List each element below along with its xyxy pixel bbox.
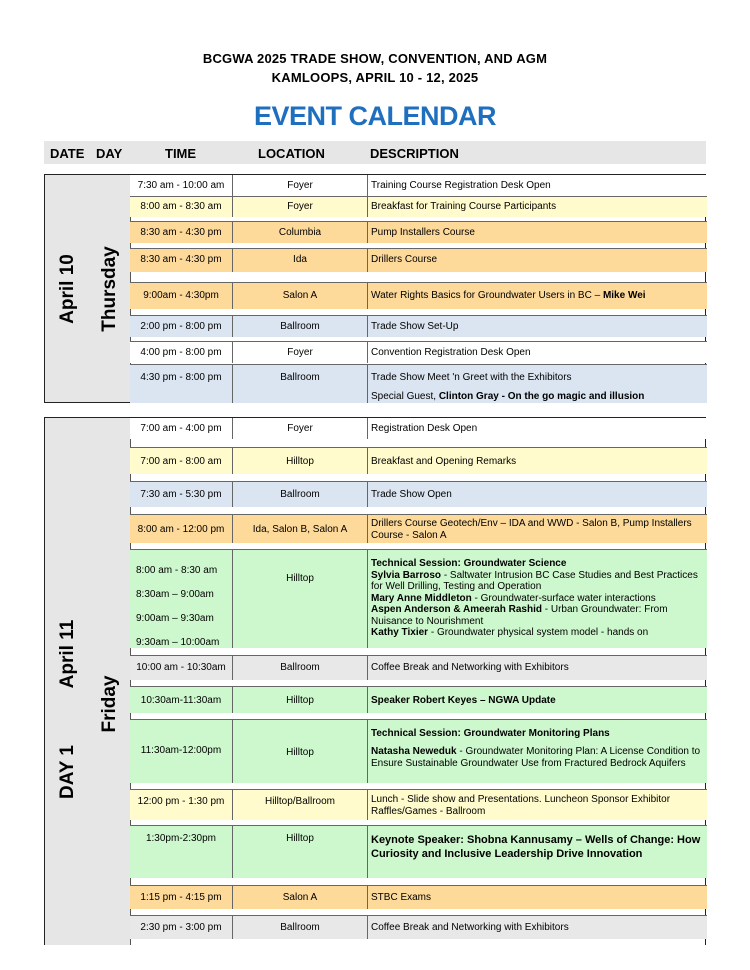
row-time: 8:30 am - 4:30 pm	[140, 227, 222, 238]
row-time: 7:00 am - 8:00 am	[140, 456, 222, 467]
row-location: Ida, Salon B, Salon A	[252, 524, 348, 535]
row-location: Foyer	[287, 347, 313, 358]
row-time: 1:30pm-2:30pm	[145, 833, 217, 844]
row-location: Salon A	[282, 290, 318, 301]
row-description: Breakfast for Training Course Participants	[371, 201, 557, 212]
date-column	[45, 418, 91, 945]
row-time: 11:30am-12:00pm	[140, 745, 222, 756]
row-description: Convention Registration Desk Open	[371, 347, 531, 358]
row-location: Ballroom	[280, 321, 320, 332]
row-description: STBC Exams	[371, 892, 432, 903]
row-description: Water Rights Basics for Groundwater Users in BC – Mike Wei	[371, 290, 646, 301]
row-time: 4:00 pm - 8:00 pm	[140, 347, 222, 358]
day-column	[90, 175, 131, 402]
schedule-row	[130, 175, 707, 196]
row-location: Hilltop	[286, 747, 314, 758]
column-header-date: DATE	[50, 146, 85, 161]
schedule-row	[130, 686, 707, 713]
row-description: Keynote Speaker: Shobna Kannusamy – Wells of Change: How Curiosity and Inclusive Leadership Drive Innovation	[371, 834, 701, 860]
row-time: 7:00 am - 4:00 pm	[140, 423, 222, 434]
schedule-row	[130, 885, 707, 909]
row-location: Hilltop	[286, 456, 314, 467]
row-location: Ballroom	[280, 662, 320, 673]
schedule-row	[130, 364, 707, 403]
row-description-guest: Special Guest, Clinton Gray - On the go magic and illusion	[371, 391, 645, 402]
row-time: 8:30 am - 4:30 pm	[140, 254, 222, 265]
row-description: Speaker Robert Keyes – NGWA Update	[371, 695, 556, 706]
row-location: Foyer	[287, 423, 313, 434]
row-time: 8:00 am - 12:00 pm	[137, 524, 225, 535]
row-location: Hilltop	[286, 695, 314, 706]
row-location: Foyer	[287, 201, 313, 212]
schedule-row	[130, 915, 707, 939]
schedule-row	[130, 719, 707, 783]
row-time: 10:30am-11:30am	[140, 695, 222, 706]
row-description: Trade Show Set-Up	[371, 321, 459, 332]
row-description: Trade Show Meet 'n Greet with the Exhibitors	[371, 372, 572, 383]
schedule-block-april-11	[44, 417, 706, 945]
column-header-location: LOCATION	[258, 146, 325, 161]
schedule-row	[130, 789, 707, 820]
event-header-line2: KAMLOOPS, APRIL 10 - 12, 2025	[271, 70, 479, 85]
row-time: 9:30am – 10:00am	[136, 637, 220, 648]
row-location: Foyer	[287, 180, 313, 191]
row-time: 9:00am - 4:30pm	[143, 290, 219, 301]
row-time: 1:15 pm - 4:15 pm	[140, 892, 222, 903]
row-description: Training Course Registration Desk Open	[371, 180, 551, 191]
column-header-time: TIME	[165, 146, 197, 161]
schedule-row	[130, 282, 707, 309]
row-time: 10:00 am - 10:30am	[136, 662, 226, 673]
schedule-row	[130, 196, 707, 217]
row-session-title: Technical Session: Groundwater Monitoring Plans	[371, 728, 610, 739]
schedule-block-april-10	[44, 174, 706, 403]
row-location: Ballroom	[280, 489, 320, 500]
event-header-line1: BCGWA 2025 TRADE SHOW, CONVENTION, AND AGM	[202, 51, 548, 66]
row-location: Salon A	[282, 892, 318, 903]
row-time: 12:00 pm - 1:30 pm	[137, 796, 225, 807]
row-time: 4:30 pm - 8:00 pm	[140, 372, 222, 383]
schedule-row	[130, 341, 707, 363]
row-location: Ballroom	[280, 372, 320, 383]
schedule-row	[130, 481, 707, 507]
row-time: 2:30 pm - 3:00 pm	[140, 922, 222, 933]
schedule-row	[130, 221, 707, 243]
row-description: Lunch - Slide show and Presentations. Luncheon Sponsor Exhibitor Raffles/Games - Ballroom	[371, 794, 671, 817]
day-column	[90, 418, 131, 945]
day-label: Friday	[99, 675, 120, 733]
row-description: Pump Installers Course	[371, 227, 475, 238]
page-title: EVENT CALENDAR	[253, 101, 496, 131]
row-description: Trade Show Open	[371, 489, 452, 500]
row-description: Technical Session: Groundwater Science Sylvia Barroso - Saltwater Intrusion BC Case Studies and Best Practices for Well Drilling, Testing and Operation Mary Anne Middleton - Groundwater-surface water interactions Aspen Anderson & Ameerah Rashid - Urban Groundwater: From Nuisance to Nourishment Kathy Tixier - Groundwater physical system model - hands on	[371, 558, 698, 638]
row-time: 7:30 am - 5:30 pm	[140, 489, 222, 500]
date-column	[45, 175, 91, 402]
column-header-description: DESCRIPTION	[370, 146, 459, 161]
row-description: Breakfast and Opening Remarks	[371, 456, 517, 467]
row-description: Drillers Course	[371, 254, 438, 265]
row-time: 8:30am – 9:00am	[136, 589, 214, 600]
row-description: Coffee Break and Networking with Exhibitors	[371, 662, 569, 673]
row-location: Hilltop/Ballroom	[264, 796, 336, 807]
schedule-row	[130, 825, 707, 878]
schedule-row	[130, 248, 707, 272]
schedule-row	[130, 514, 707, 543]
row-description: Drillers Course Geotech/Env – IDA and WWD - Salon B, Pump Installers Course - Salon A	[371, 518, 692, 541]
day-number-label: DAY 1	[57, 745, 78, 799]
column-header-bar	[44, 141, 706, 164]
schedule-row	[130, 418, 707, 439]
column-header-day: DAY	[96, 146, 123, 161]
schedule-row	[130, 549, 707, 648]
row-location: Hilltop	[286, 573, 314, 584]
date-label: April 11	[57, 619, 78, 689]
row-description: Natasha Neweduk - Groundwater Monitoring Plan: A License Condition to Ensure Sustainable Groundwater Use from Fractured Bedrock Aquifers	[371, 746, 701, 769]
row-location: Ballroom	[280, 922, 320, 933]
row-location: Ida	[293, 254, 307, 265]
schedule-row	[130, 315, 707, 337]
row-time: 7:30 am - 10:00 am	[137, 180, 225, 191]
row-location: Columbia	[278, 227, 322, 238]
schedule-row	[130, 447, 707, 474]
row-location: Hilltop	[286, 833, 314, 844]
day-label: Thursday	[99, 246, 120, 332]
row-time: 8:00 am - 8:30 am	[136, 565, 218, 576]
schedule-row	[130, 655, 707, 680]
row-time: 8:00 am - 8:30 am	[140, 201, 222, 212]
row-description: Registration Desk Open	[371, 423, 478, 434]
date-label: April 10	[57, 254, 78, 324]
row-description: Coffee Break and Networking with Exhibitors	[371, 922, 569, 933]
row-time: 9:00am – 9:30am	[136, 613, 214, 624]
row-time: 2:00 pm - 8:00 pm	[140, 321, 222, 332]
